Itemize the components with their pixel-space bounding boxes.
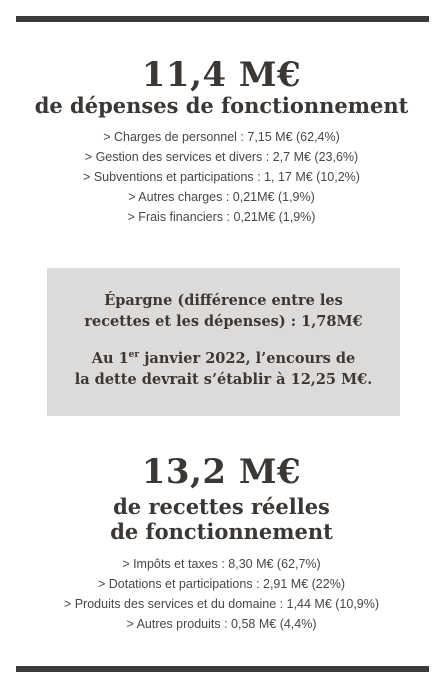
revenues-list <box>0 554 443 634</box>
debt-line-1-prefix: Au 1 <box>91 350 129 367</box>
highlight-box <box>47 268 400 416</box>
list-item: > Charges de personnel : 7,15 M€ (62,4%) <box>103 130 340 144</box>
expenses-list <box>0 127 443 227</box>
savings-text <box>47 290 400 332</box>
debt-text <box>47 348 400 390</box>
list-item: > Impôts et taxes : 8,30 M€ (62,7%) <box>122 557 321 571</box>
revenues-subtitle-2: de fonctionnement <box>110 519 333 544</box>
expenses-subtitle: de dépenses de fonctionnement <box>34 93 409 118</box>
ordinal-superscript: er <box>128 350 140 361</box>
expenses-amount: 11,4 M€ <box>141 55 302 95</box>
revenues-section <box>0 452 443 634</box>
savings-line-2: recettes et les dépenses) : 1,78M€ <box>84 313 363 330</box>
savings-line-1: Épargne (différence entre les <box>104 292 343 309</box>
list-item: > Frais financiers : 0,21M€ (1,9%) <box>127 210 316 224</box>
list-item: > Autres charges : 0,21M€ (1,9%) <box>128 190 315 204</box>
debt-line-2: la dette devrait s’établir à 12,25 M€. <box>74 371 373 388</box>
list-item: > Subventions et participations : 1, 17 M€ (10,2%) <box>83 170 360 184</box>
revenues-amount: 13,2 M€ <box>141 452 302 492</box>
debt-line-1-suffix: janvier 2022, l’encours de <box>139 350 356 367</box>
bottom-divider <box>16 666 429 672</box>
list-item: > Gestion des services et divers : 2,7 M€ (23,6%) <box>84 150 359 164</box>
expenses-section <box>0 55 443 227</box>
list-item: > Autres produits : 0,58 M€ (4,4%) <box>126 617 317 631</box>
list-item: > Produits des services et du domaine : 1,44 M€ (10,9%) <box>63 597 380 611</box>
top-divider <box>16 16 429 22</box>
list-item: > Dotations et participations : 2,91 M€ (22%) <box>97 577 345 591</box>
revenues-subtitle-1: de recettes réelles <box>113 494 330 519</box>
